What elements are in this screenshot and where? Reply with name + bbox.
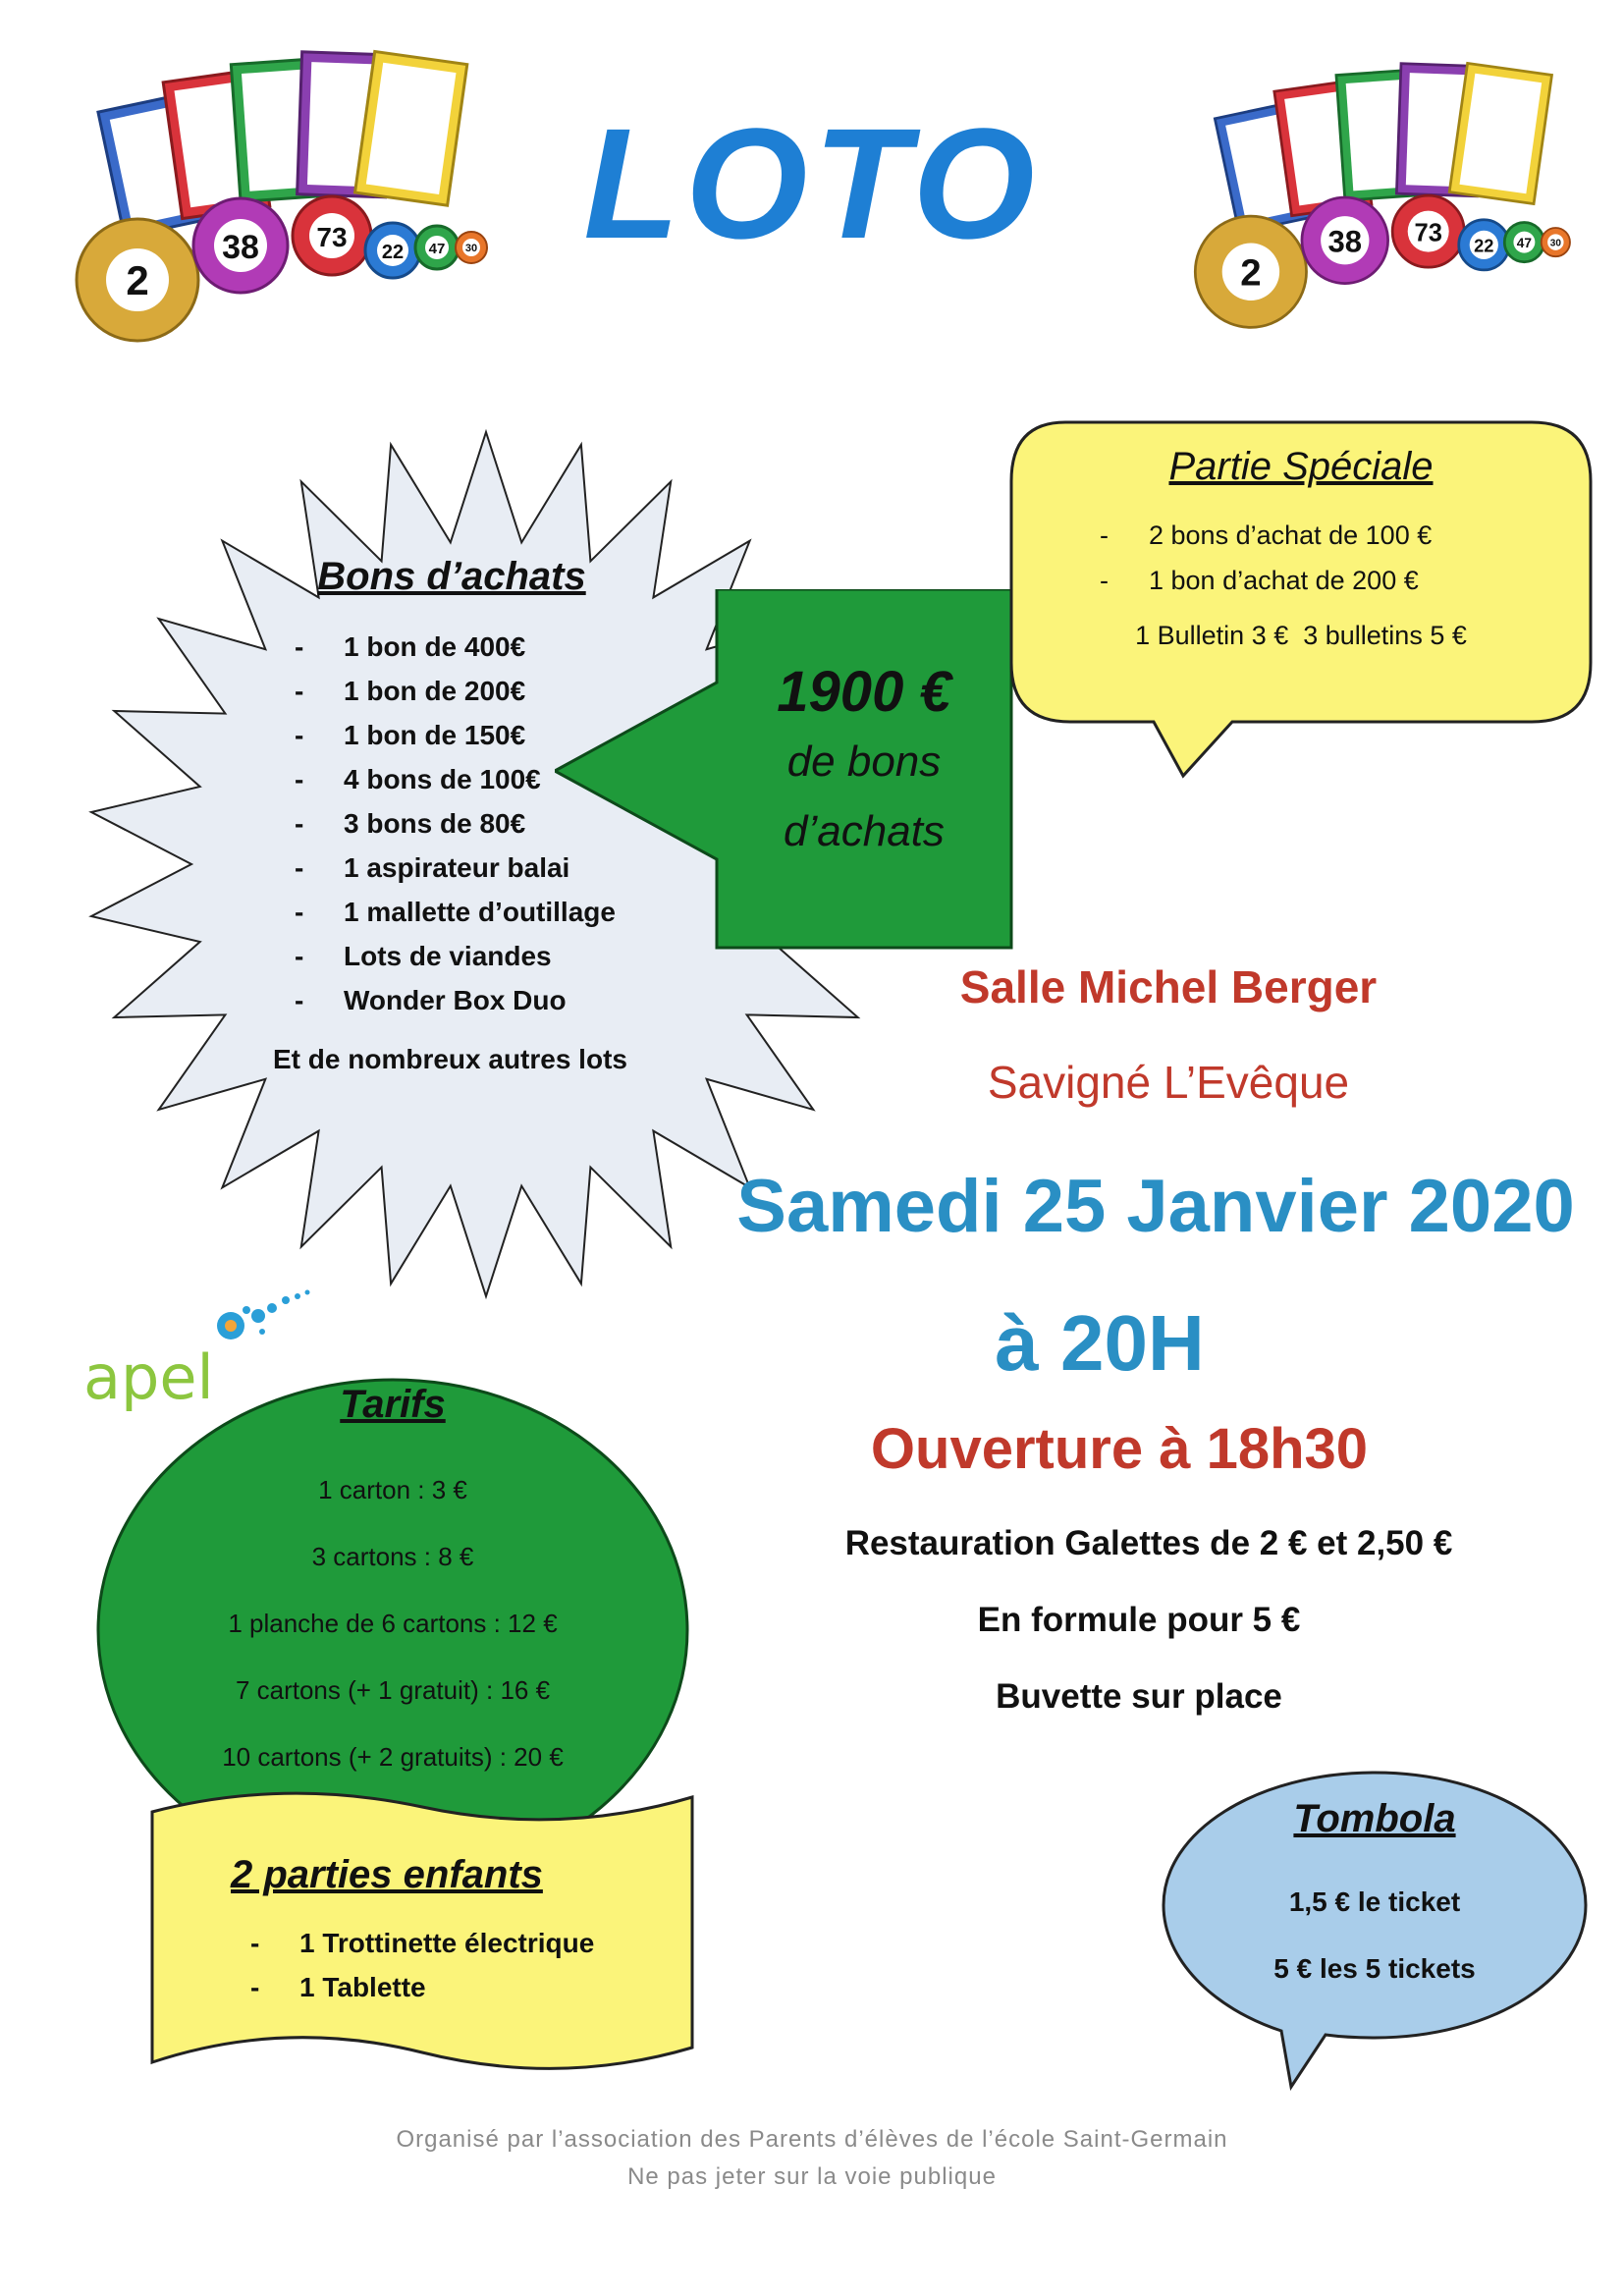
footer bbox=[0, 2121, 1624, 2196]
food-line3: Buvette sur place bbox=[996, 1677, 1282, 1716]
bons-achats-heading: Bons d’achats bbox=[317, 555, 586, 598]
partie-speciale-panel bbox=[1041, 445, 1561, 651]
partie-speciale-list bbox=[1100, 513, 1561, 603]
ball-number: 73 bbox=[316, 222, 348, 252]
ball-number: 47 bbox=[1516, 236, 1533, 251]
list-item: - 1 Trottinette électrique bbox=[250, 1921, 663, 1965]
list-item: - 1 Tablette bbox=[250, 1965, 663, 2009]
tarifs-panel bbox=[177, 1383, 609, 1790]
apel-logo-icon bbox=[201, 1286, 339, 1365]
tombola-panel bbox=[1178, 1797, 1571, 2002]
ball-number: 2 bbox=[126, 257, 149, 303]
apel-logo-text: apel bbox=[83, 1341, 214, 1413]
opening-time: Ouverture à 18h30 bbox=[870, 1417, 1369, 1481]
list-item: - 1 bon de 150€ bbox=[295, 713, 668, 757]
list-item: 1 planche de 6 cartons : 12 € bbox=[228, 1609, 558, 1638]
ball-number: 30 bbox=[464, 243, 478, 254]
ball-number: 38 bbox=[1327, 224, 1363, 259]
ball-number: 73 bbox=[1414, 219, 1442, 247]
list-item: - 1 bon de 200€ bbox=[295, 669, 668, 713]
list-item: - 1 bon d’achat de 200 € bbox=[1100, 558, 1561, 603]
list-item: - 1 mallette d’outillage bbox=[295, 890, 668, 934]
list-item: - 1 aspirateur balai bbox=[295, 846, 668, 890]
list-item: - 3 bons de 80€ bbox=[295, 801, 668, 846]
enfants-panel bbox=[231, 1853, 663, 2009]
list-item: 1 carton : 3 € bbox=[318, 1475, 467, 1504]
footer-line2: Ne pas jeter sur la voie publique bbox=[627, 2163, 997, 2190]
arrow-line3: d’achats bbox=[784, 807, 945, 855]
list-item: 7 cartons (+ 1 gratuit) : 16 € bbox=[235, 1675, 551, 1705]
footer-line1: Organisé par l’association des Parents d’élèves de l’école Saint-Germain bbox=[396, 2126, 1228, 2153]
event-time: à 20H bbox=[995, 1299, 1205, 1387]
list-item: - 4 bons de 100€ bbox=[295, 757, 668, 801]
food-line1: Restauration Galettes de 2 € et 2,50 € bbox=[844, 1524, 1453, 1562]
food-line2: En formule pour 5 € bbox=[977, 1601, 1301, 1639]
list-item: - 1 bon de 400€ bbox=[295, 625, 668, 669]
ball-number: 22 bbox=[1474, 235, 1494, 256]
arrow-text bbox=[717, 658, 1011, 866]
page-title: LOTO bbox=[583, 95, 1041, 271]
tarifs-list bbox=[177, 1456, 609, 1790]
list-item: - Lots de viandes bbox=[295, 934, 668, 978]
venue-town: Savigné L’Evêque bbox=[987, 1057, 1350, 1108]
event-date: Samedi 25 Janvier 2020 bbox=[736, 1165, 1575, 1248]
tombola-heading: Tombola bbox=[1293, 1797, 1456, 1840]
tombola-line2: 5 € les 5 tickets bbox=[1273, 1953, 1476, 1984]
partie-speciale-footer: 1 Bulletin 3 € 3 bulletins 5 € bbox=[1135, 621, 1467, 650]
ball-number: 30 bbox=[1549, 238, 1561, 249]
bons-achats-footer: Et de nombreux autres lots bbox=[273, 1044, 627, 1074]
enfants-list bbox=[250, 1921, 663, 2009]
list-item: - Wonder Box Duo bbox=[295, 978, 668, 1022]
list-item: 3 cartons : 8 € bbox=[311, 1542, 474, 1571]
arrow-amount: 1900 € bbox=[777, 660, 951, 724]
list-item: - 2 bons d’achat de 100 € bbox=[1100, 513, 1561, 558]
arrow-line2: de bons bbox=[786, 738, 942, 786]
ball-number: 22 bbox=[381, 242, 405, 263]
ball-number: 47 bbox=[428, 241, 446, 257]
ball-number: 2 bbox=[1240, 251, 1262, 295]
tombola-line1: 1,5 € le ticket bbox=[1288, 1886, 1461, 1917]
ball-number: 38 bbox=[222, 229, 259, 266]
venue-hall: Salle Michel Berger bbox=[959, 961, 1378, 1012]
tarifs-heading: Tarifs bbox=[340, 1383, 446, 1426]
enfants-heading: 2 parties enfants bbox=[231, 1853, 543, 1896]
partie-speciale-heading: Partie Spéciale bbox=[1168, 445, 1434, 488]
list-item: 10 cartons (+ 2 gratuits) : 20 € bbox=[222, 1742, 564, 1772]
